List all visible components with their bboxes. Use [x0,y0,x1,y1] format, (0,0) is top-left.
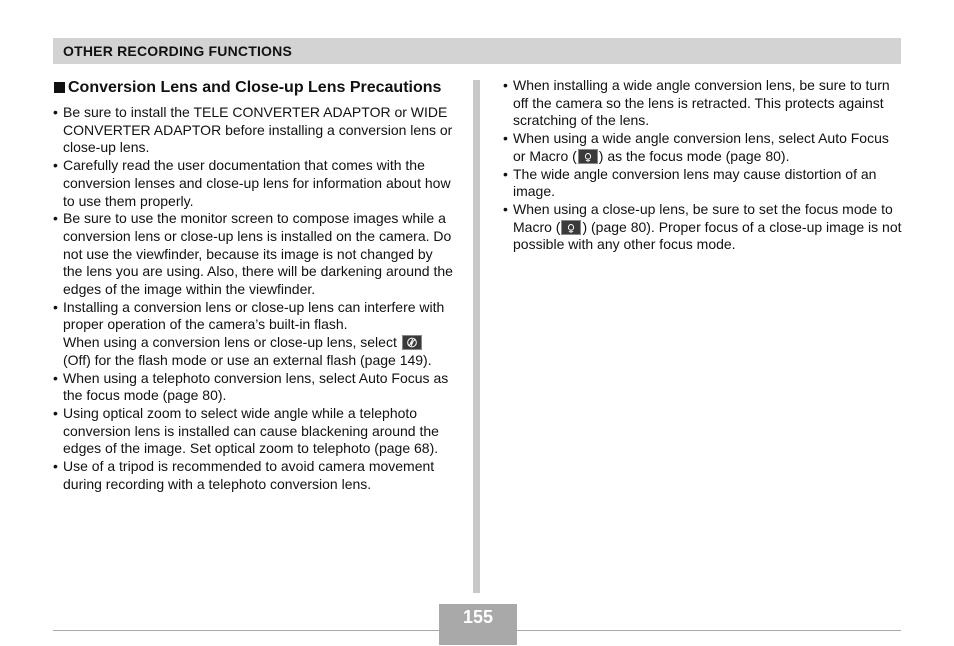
list-item-text: Be sure to install the TELE CONVERTER ADAPTOR or WIDE CONVERTER ADAPTOR before installing a conversion lens or close-up lens. [63,104,453,156]
header-title: OTHER RECORDING FUNCTIONS [63,43,292,59]
page-number-box [439,604,517,645]
list-item-text: When using a wide angle conversion lens, select Auto Focus or Macro ( [513,130,889,164]
list-item-text: The wide angle conversion lens may cause distortion of an image. [513,165,877,200]
section-header-bar [53,38,901,64]
list-item [53,405,453,458]
macro-flower-icon [578,149,598,164]
list-item [503,166,903,201]
list-item-text: (Off) for the flash mode or use an external flash (page 149). [63,351,432,368]
list-item [53,299,453,370]
list-item-text: Be sure to use the monitor screen to compose images while a conversion lens or close-up lens is installed on the camera. Do not use the viewfinder, because its image is not changed by the lens you are using. Also, there will be darkening around the edges of the image within the viewfinder. [63,210,453,298]
list-item-text: When using a telephoto conversion lens, select Auto Focus as the focus mode (page 80). [63,369,449,404]
list-item-text: Carefully read the user documentation that comes with the conversion lenses and close-up lens for information about how to use them properly. [63,157,451,209]
flash-off-icon [402,335,422,350]
list-item-text: Using optical zoom to select wide angle while a telephoto conversion lens is installed can cause blackening around the edges of the image. Set optical zoom to telephoto (page 68). [63,404,439,457]
left-column [53,78,453,493]
square-bullet-icon [54,82,65,93]
list-item-text: ) (page 80). Proper focus of a close-up image is not possible with any other focus mode. [513,218,902,253]
section-title-text: Conversion Lens and Close-up Lens Precautions [68,79,442,96]
list-item [503,201,903,254]
list-item-text: When installing a wide angle conversion lens, be sure to turn off the camera so the lens is retracted. This protects against scratching of the lens. [513,77,890,129]
list-item-text: When using a close-up lens, be sure to set the focus mode to Macro ( [513,200,893,235]
list-item [503,77,903,130]
list-item-text: Installing a conversion lens or close-up lens can interfere with proper operation of the camera’s built-in flash. [63,298,445,333]
list-item [53,210,453,299]
list-item-text: ) as the focus mode (page 80). [598,147,790,164]
column-divider [473,80,480,593]
list-item [53,370,453,405]
page-number: 155 [462,607,494,627]
left-bullet-list [53,104,453,493]
list-item [53,104,453,157]
section-title [53,78,453,98]
macro-flower-icon [561,220,581,235]
right-bullet-list [503,77,903,254]
list-item [53,458,453,493]
list-item-text: Use of a tripod is recommended to avoid camera movement during recording with a telephoto conversion lens. [63,458,435,492]
list-item [53,157,453,210]
right-column [503,77,903,254]
list-item [503,130,903,165]
list-item-text: When using a conversion lens or close-up lens, select [63,334,397,351]
